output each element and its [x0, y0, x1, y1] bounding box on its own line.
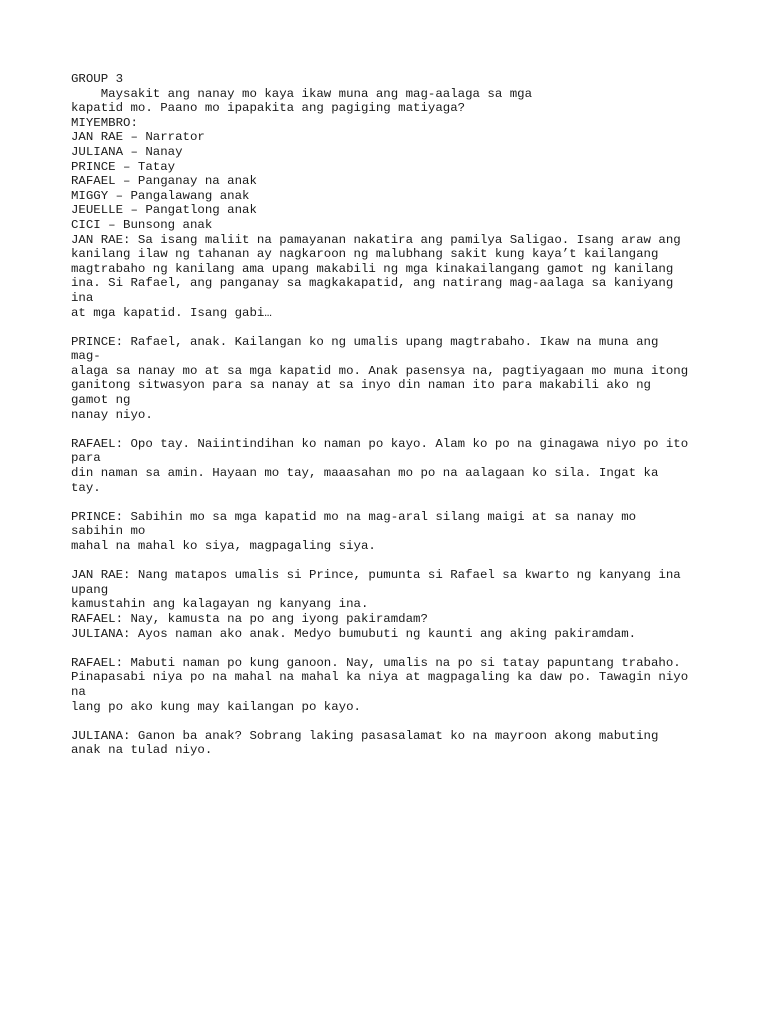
dialogue-line: JAN RAE: Nang matapos umalis si Prince, pumunta si Rafael sa kwarto ng kanyang ina [71, 568, 681, 583]
dialogue-block [71, 437, 711, 495]
dialogue-block [71, 729, 711, 758]
dialogue-line: lang po ako kung may kailangan po kayo. [71, 699, 361, 714]
paragraph-spacer [71, 554, 711, 569]
dialogue-line: JULIANA: Ayos naman ako anak. Medyo bumubuti ng kaunti ang aking pakiramdam. [71, 626, 637, 641]
dialogue-line: PRINCE: Sabihin mo sa mga kapatid mo na mag-aral silang maigi at sa nanay mo [71, 509, 637, 524]
dialogue-line: RAFAEL: Mabuti naman po kung ganoon. Nay, umalis na po si tatay papuntang trabaho. [71, 655, 681, 670]
dialogue-line: Pinapasabi niya po na mahal na mahal ka niya at magpagaling ka daw po. Tawagin niyo [71, 670, 689, 685]
member-item: RAFAEL – Panganay na anak [71, 174, 257, 189]
dialogue-line: ganitong sitwasyon para sa nanay at sa inyo din naman ito para makabili ako ng [71, 378, 651, 393]
group-heading: GROUP 3 [71, 72, 124, 86]
dialogue-line: magtrabaho ng kanilang ama upang makabili ng mga kinakailangang gamot ng kanilang [71, 261, 674, 276]
dialogue-line: tay. [71, 480, 101, 495]
member-item: JEUELLE – Pangatlong anak [71, 203, 257, 218]
dialogue-line: JULIANA: Ganon ba anak? Sobrang laking pasasalamat ko na mayroon akong mabuting [71, 728, 659, 743]
dialogue-line: mag- [71, 349, 101, 364]
prompt-line: Maysakit ang nanay mo kaya ikaw muna ang mag-aalaga sa mga [71, 86, 533, 101]
dialogue-line: sabihin mo [71, 524, 146, 539]
dialogue-line: para [71, 451, 101, 466]
member-item: CICI – Bunsong anak [71, 217, 213, 232]
dialogue-line: gamot ng [71, 393, 131, 408]
dialogue-line: upang [71, 582, 109, 597]
dialogue-line: mahal na mahal ko siya, magpagaling siya. [71, 539, 376, 553]
member-item: PRINCE – Tatay [71, 159, 176, 174]
paragraph-spacer [71, 320, 711, 335]
dialogue-line: RAFAEL: Nay, kamusta na po ang iyong pakiramdam? [71, 611, 428, 626]
member-item: JULIANA – Nanay [71, 144, 183, 159]
dialogue-line: alaga sa nanay mo at sa mga kapatid mo. Anak pasensya na, pagtiyagaan mo muna itong [71, 363, 689, 378]
dialogue-line: PRINCE: Rafael, anak. Kailangan ko ng umalis upang magtrabaho. Ikaw na muna ang [71, 334, 659, 349]
member-item: JAN RAE – Narrator [71, 130, 205, 145]
members-label: MIYEMBRO: [71, 115, 138, 130]
dialogue-block [71, 656, 711, 714]
dialogue-line: anak na tulad niyo. [71, 743, 213, 758]
dialogue-line: nanay niyo. [71, 407, 153, 422]
member-list [71, 130, 711, 232]
script-dialogue [71, 233, 711, 758]
dialogue-line: kanilang ilaw ng tahanan ay nagkaroon ng malubhang sakit kung kaya’t kailangang [71, 247, 659, 262]
document-page [71, 72, 711, 758]
dialogue-line: din naman sa amin. Hayaan mo tay, maaasahan mo po na aalagaan ko sila. Ingat ka [71, 466, 659, 481]
dialogue-line: RAFAEL: Opo tay. Naiintindihan ko naman po kayo. Alam ko po na ginagawa niyo po ito [71, 436, 689, 451]
dialogue-block [71, 568, 711, 641]
dialogue-line: kamustahin ang kalagayan ng kanyang ina. [71, 597, 369, 612]
dialogue-line: ina. Si Rafael, ang panganay sa magkakapatid, ang natirang mag-aalaga sa kaniyang [71, 276, 674, 291]
dialogue-block [71, 335, 711, 423]
dialogue-line: na [71, 684, 86, 699]
paragraph-spacer [71, 495, 711, 510]
paragraph-spacer [71, 714, 711, 729]
prompt [71, 87, 711, 116]
paragraph-spacer [71, 641, 711, 656]
dialogue-line: at mga kapatid. Isang gabi… [71, 305, 272, 320]
dialogue-line: ina [71, 290, 94, 305]
prompt-line: kapatid mo. Paano mo ipapakita ang pagiging matiyaga? [71, 101, 466, 116]
dialogue-line: JAN RAE: Sa isang maliit na pamayanan nakatira ang pamilya Saligao. Isang araw ang [71, 232, 681, 247]
dialogue-block [71, 233, 711, 321]
member-item: MIGGY – Pangalawang anak [71, 188, 250, 203]
paragraph-spacer [71, 422, 711, 437]
dialogue-block [71, 510, 711, 554]
